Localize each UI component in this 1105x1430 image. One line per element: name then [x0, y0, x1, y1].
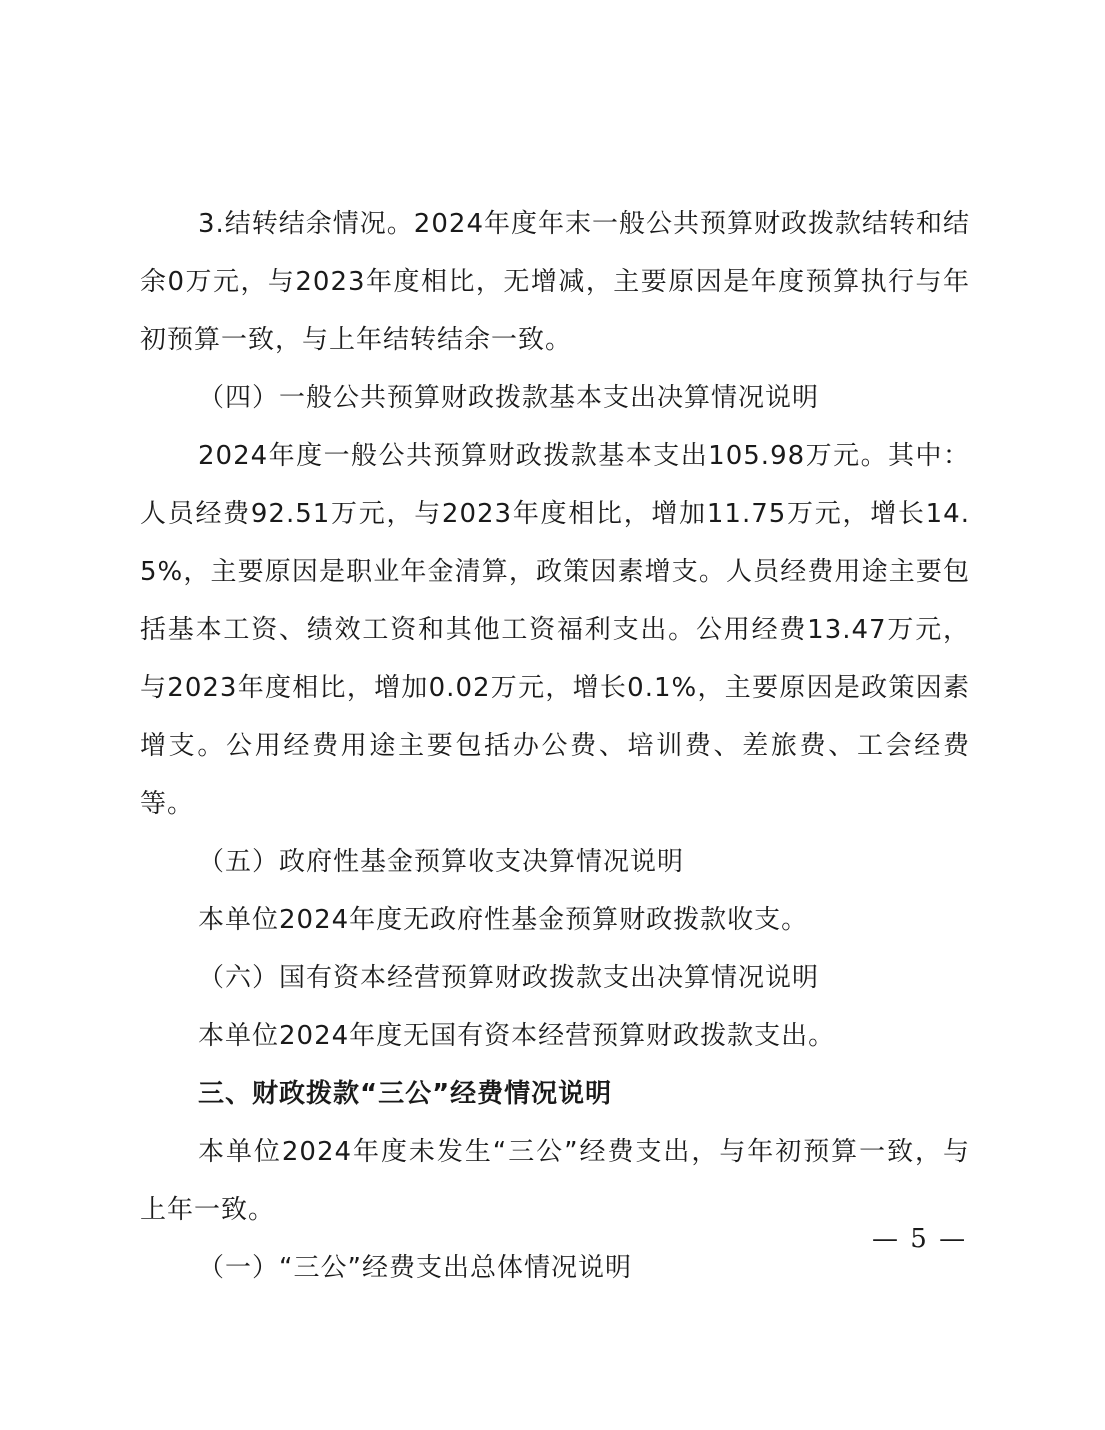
subsection-heading-1: （一）“三公”经费支出总体情况说明: [198, 1253, 632, 1283]
state-capital-paragraph: 本单位2024年度无国有资本经营预算财政拨款支出。: [198, 1021, 836, 1051]
section-heading-4: （四）一般公共预算财政拨款基本支出决算情况说明: [198, 383, 820, 413]
section-heading-three: 三、财政拨款“三公”经费情况说明: [198, 1079, 613, 1109]
government-fund-paragraph: 本单位2024年度无政府性基金预算财政拨款收支。: [198, 905, 809, 935]
section-heading-6: （六）国有资本经营预算财政拨款支出决算情况说明: [198, 963, 820, 993]
section-heading-5: （五）政府性基金预算收支决算情况说明: [198, 847, 685, 877]
document-page: [140, 195, 970, 1297]
basic-expenditure-paragraph: 2024年度一般公共预算财政拨款基本支出105.98万元。其中：人员经费92.51万元，与2023年度相比，增加11.75万元，增长14.5%，主要原因是职业年金清算，政策因素增支。人员经费用途主要包括基本工资、绩效工资和其他工资福利支出。公用经费13.47万元，与2023年度相比，增加0.02万元，增长0.1%，主要原因是政策因素增支。公用经费用途主要包括办公费、培训费、差旅费、工会经费等。: [140, 441, 970, 819]
carryover-paragraph: 3.结转结余情况。2024年度年末一般公共预算财政拨款结转和结余0万元，与2023年度相比，无增减，主要原因是年度预算执行与年初预算一致，与上年结转结余一致。: [140, 209, 970, 355]
three-public-paragraph: 本单位2024年度未发生“三公”经费支出，与年初预算一致，与上年一致。: [140, 1137, 970, 1225]
page-number: — 5 —: [872, 1224, 968, 1254]
